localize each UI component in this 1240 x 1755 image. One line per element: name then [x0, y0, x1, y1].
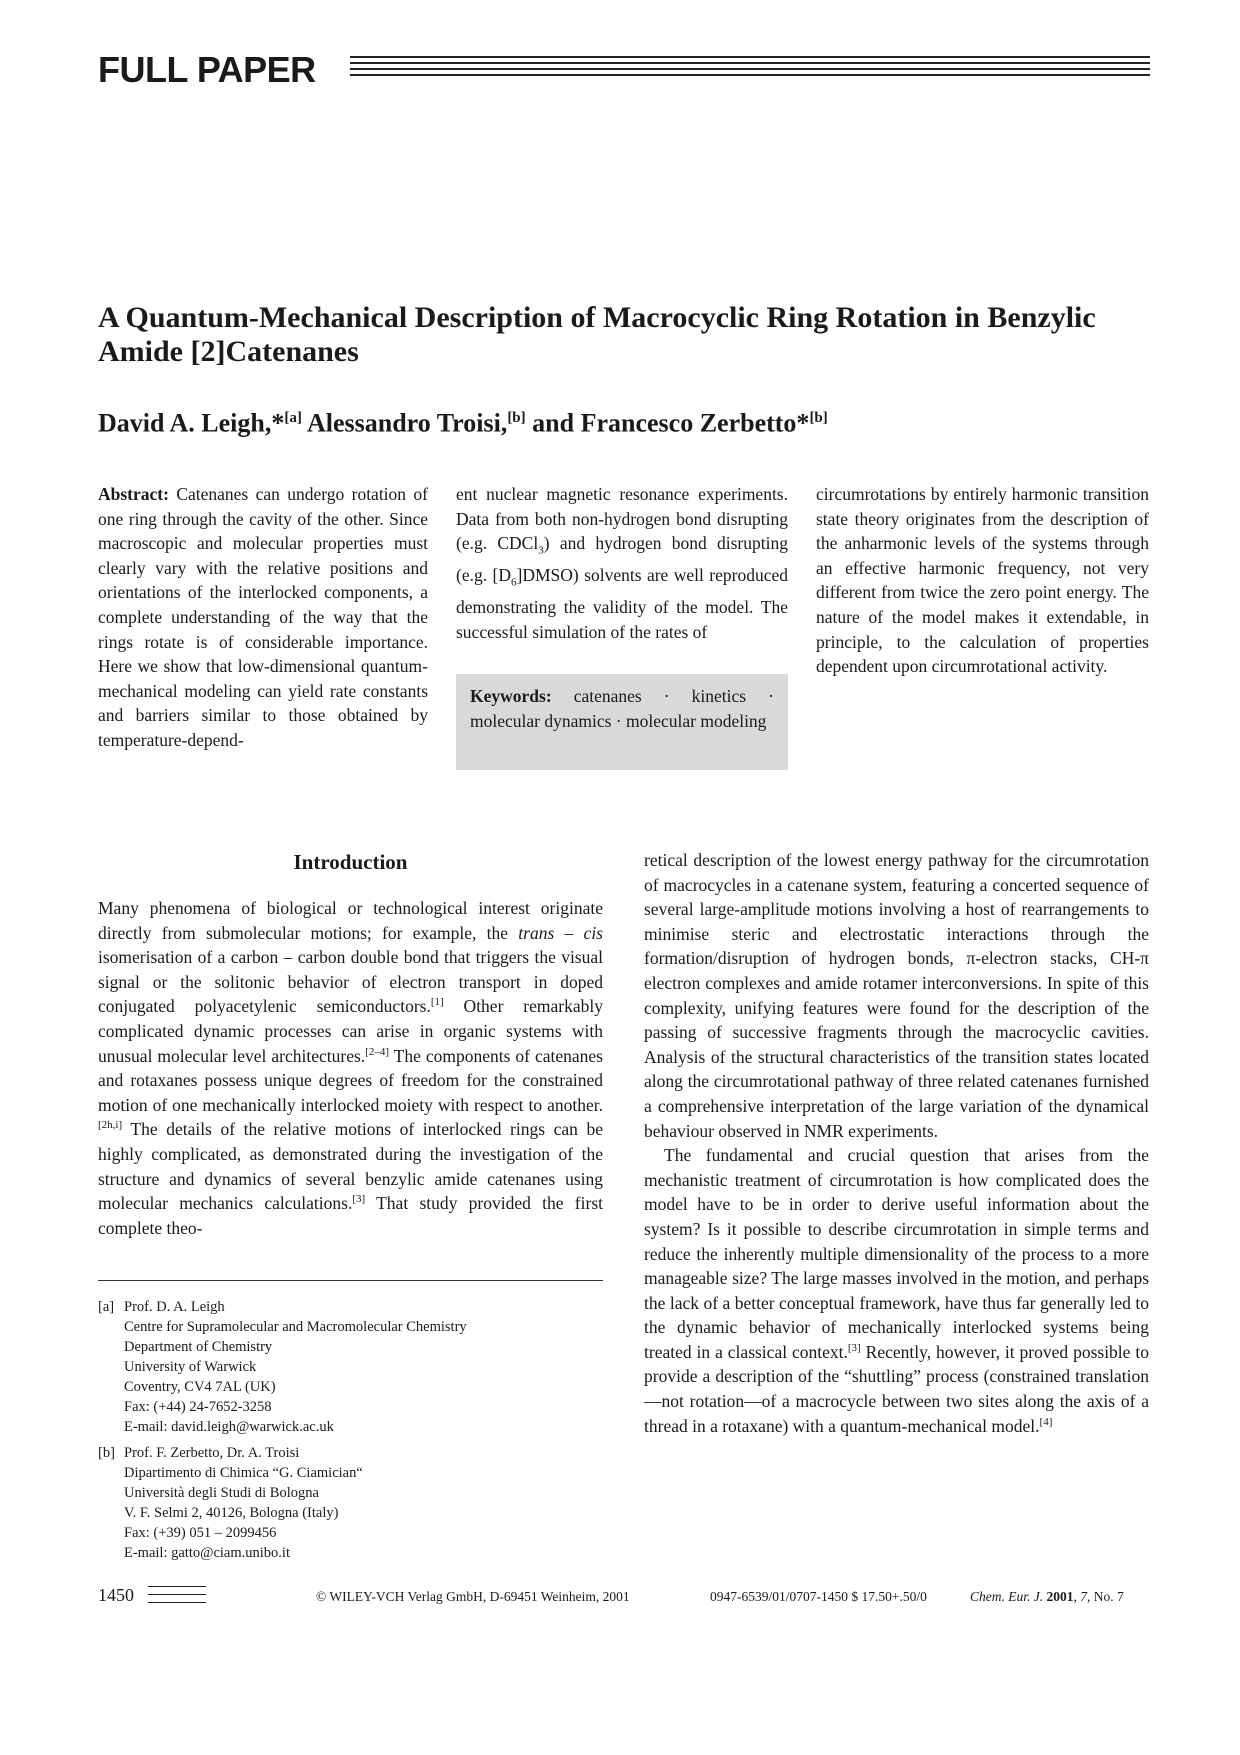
body-text: That study provided the first complete theo- — [98, 1193, 603, 1238]
affiliation-footnotes — [98, 1297, 603, 1569]
body-text-italic: trans – cis — [518, 922, 603, 943]
section-heading: Introduction — [293, 850, 408, 874]
abstract-text: Catenanes can undergo rotation of one ring through the cavity of the other. Since macroscopic and molecular properties must clearly vary with the relative positions and orientations of the interlocked components, a complete understanding of the way that the rings rotate is of considerable importance. Here we show that low-dimensional quantum-mechanical modeling can yield rate constants and barriers similar to those obtained by temperature-depend- — [98, 484, 428, 750]
keywords-label: Keywords: — [470, 686, 552, 706]
footnote-line: Coventry, CV4 7AL (UK) — [124, 1379, 276, 1395]
author-name: Alessandro Troisi, — [306, 408, 508, 438]
keywords-text: catenanes · kinetics · molecular dynamics · molecular modeling — [470, 686, 774, 731]
author-list — [98, 402, 1148, 440]
abstract-column-1 — [98, 482, 428, 753]
body-paragraph: retical description of the lowest energy pathway for the circumrotation of macrocycles in a catenane system, featuring a concerted sequence of several large-amplitude motions involving a host of rearrangements to minimise steric and electrostatic interactions through the formation/disruption of hydrogen bonds, π-electron stacks, CH-π electron complexes and amide rotamer interconversions. In spite of this complexity, unifying features were found for the description of the passing of successive fragments through the macrocyclic cavities. Analysis of the structural characteristics of the transition states located along the circumrotational pathway of three related catenanes furnished a comprehensive interpretation of the large variation of the dynamical behaviour observed in NMR experiments. — [644, 850, 1149, 1141]
journal-issue: , No. 7 — [1087, 1589, 1124, 1604]
footer-rules — [148, 1586, 206, 1610]
body-text: Many phenomena of biological or technological interest originate directly from submolecular motions; for example, the — [98, 898, 603, 943]
paper-title: A Quantum-Mechanical Description of Macrocyclic Ring Rotation in Benzylic Amide [2]Catenanes — [98, 301, 1096, 368]
footnote-email: E-mail: david.leigh@warwick.ac.uk — [124, 1419, 334, 1435]
body-column-right — [644, 848, 1149, 1438]
footnote-email: E-mail: gatto@ciam.unibo.it — [124, 1545, 290, 1561]
journal-volume: 7 — [1080, 1589, 1087, 1604]
footnote-line: Università degli Studi di Bologna — [124, 1485, 319, 1501]
body-text: isomerisation of a carbon – carbon double bond that triggers the visual signal or the solitonic behavior of electron transport in doped conjugated polyacetylenic semiconductors. — [98, 947, 603, 1017]
footnote-line: Centre for Supramolecular and Macromolecular Chemistry — [124, 1319, 467, 1335]
body-text: The components of catenanes and rotaxanes possess unique degrees of freedom for the constrained motion of one mechanically interlocked moiety with respect to another. — [98, 1045, 603, 1115]
citation-ref: [3] — [847, 1342, 861, 1355]
footnote-line: Department of Chemistry — [124, 1339, 273, 1355]
author-affiliation: [a] — [284, 410, 302, 426]
citation-ref: [2–4] — [365, 1045, 389, 1058]
abstract-text: ent nuclear magnetic resonance experiments. Data from both non-hydrogen bond disrupting (e.g. CDCl — [456, 484, 788, 554]
footer-article-code: 0947-6539/01/0707-1450 $ 17.50+.50/0 — [710, 1589, 927, 1604]
footnote-line: Prof. D. A. Leigh — [124, 1299, 225, 1315]
page-number: 1450 — [98, 1585, 134, 1605]
journal-name: Chem. Eur. J. — [970, 1589, 1044, 1604]
citation-ref: [1] — [430, 996, 444, 1009]
keywords-box — [456, 674, 788, 770]
author-name: Francesco Zerbetto* — [580, 408, 810, 438]
footnote-line: Dipartimento di Chimica “G. Ciamician“ — [124, 1465, 363, 1481]
footnote-b — [98, 1443, 603, 1563]
author-name: David A. Leigh,* — [98, 408, 285, 438]
body-text: Other remarkably complicated dynamic processes can arise in organic systems with unusual molecular level architectures. — [98, 996, 603, 1066]
footnote-line: Fax: (+39) 051 – 2099456 — [124, 1525, 277, 1541]
footnote-tag: [b] — [98, 1445, 115, 1461]
footnote-line: Prof. F. Zerbetto, Dr. A. Troisi — [124, 1445, 300, 1461]
abstract-column-3: circumrotations by entirely harmonic transition state theory originates from the description of the anharmonic levels of the systems through an effective harmonic frequency, not very different from twice the zero point energy. The nature of the model makes it extendable, in principle, to the calculation of properties dependent upon circumrotational activity. — [816, 484, 1149, 677]
abstract-text: ) and hydrogen bond disrupting (e.g. [D — [456, 533, 788, 586]
citation-ref: [3] — [352, 1193, 366, 1206]
footnote-line: University of Warwick — [124, 1359, 257, 1375]
section-label: FULL PAPER — [98, 49, 316, 90]
citation-ref: [4] — [1039, 1415, 1053, 1428]
header-rules — [350, 56, 1150, 82]
body-text: The fundamental and crucial question that arises from the mechanistic treatment of circumrotation is how complicated does the model have to be in order to derive useful information about the system? Is it possible to describe circumrotation in simple terms and reduce the inherently multiple dimensionality of the process to a more manageable size? The large masses involved in the motion, and perhaps the lack of a better conceptual framework, have thus far generally led to the dynamic behavior of mechanically interlocked systems being treated in a classical context. — [644, 1145, 1149, 1362]
subscript: 3 — [538, 544, 544, 557]
footnote-tag: [a] — [98, 1299, 115, 1315]
footnote-line: Fax: (+44) 24-7652-3258 — [124, 1399, 272, 1415]
footnote-rule — [98, 1280, 603, 1281]
author-affiliation: [b] — [809, 410, 828, 426]
footer-copyright: © WILEY-VCH Verlag GmbH, D-69451 Weinheim, 2001 — [316, 1589, 630, 1604]
footnote-line: V. F. Selmi 2, 40126, Bologna (Italy) — [124, 1505, 339, 1521]
body-text: The details of the relative motions of interlocked rings can be highly complicated, as demonstrated during the investigation of the structure and dynamics of several benzylic amide catenanes using molecular mechanics calculations. — [98, 1119, 603, 1214]
abstract-column-2 — [456, 482, 788, 645]
author-affiliation: [b] — [507, 410, 526, 426]
citation-ref: [2h,i] — [98, 1119, 123, 1132]
subscript: 6 — [511, 576, 517, 589]
footnote-a — [98, 1297, 603, 1437]
footer-journal-citation: Chem. Eur. J. 2001, 7, No. 7 — [970, 1589, 1124, 1604]
body-text: Recently, however, it proved possible to provide a description of the “shuttling” process (constrained translation—not rotation—of a macrocycle between two sites along the axis of a thread in a rotaxane) with a quantum-mechanical model. — [644, 1341, 1149, 1436]
abstract-text: ]DMSO) solvents are well reproduced demonstrating the validity of the model. The successful simulation of the rates of — [456, 565, 788, 642]
body-paragraph — [644, 1143, 1149, 1438]
journal-year: 2001 — [1046, 1589, 1074, 1604]
body-column-left — [98, 896, 603, 1240]
abstract-label: Abstract: — [98, 484, 169, 504]
author-separator: and — [525, 408, 581, 438]
